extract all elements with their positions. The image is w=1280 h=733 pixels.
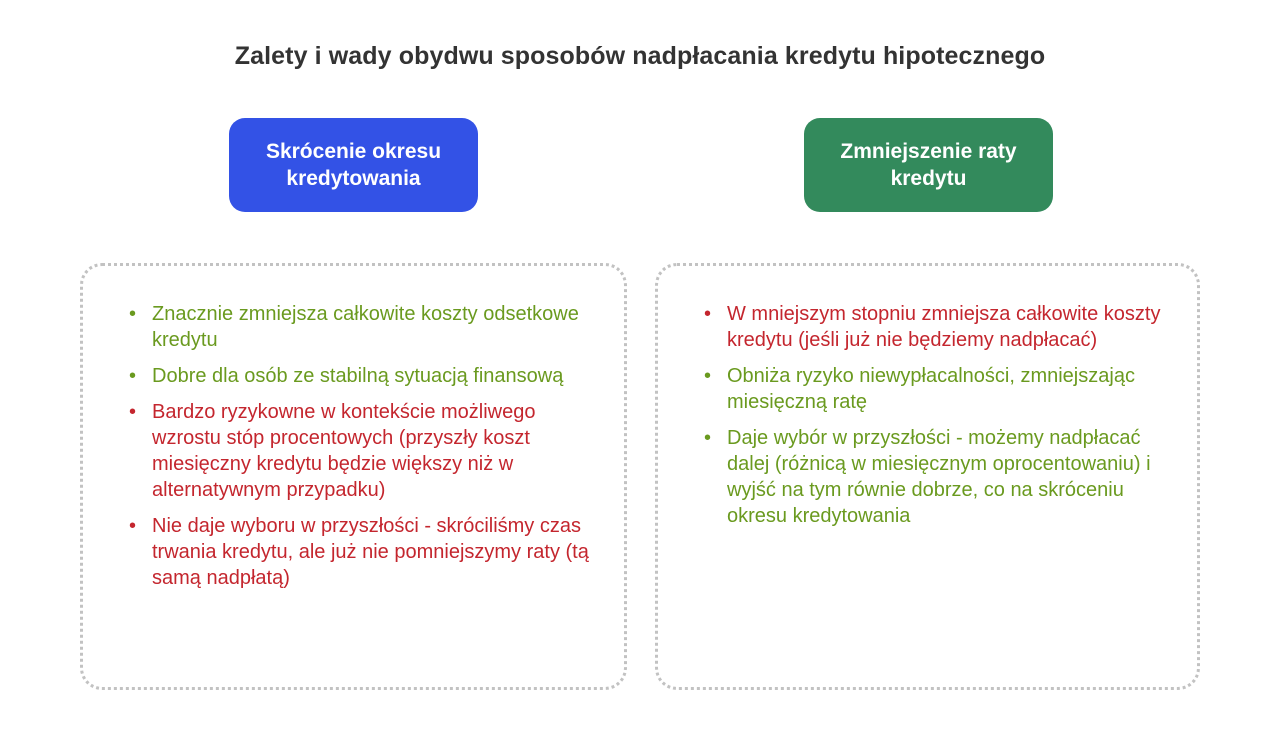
left-list-item: • Dobre dla osób ze stabilną sytuacją finansową — [129, 365, 564, 387]
left-pros-cons-card — [80, 263, 627, 690]
left-list-item: • Znacznie zmniejsza całkowite koszty odsetkowe kredytu — [129, 303, 579, 351]
left-pros-cons-list — [129, 301, 604, 601]
diagram-title: Zalety i wady obydwu sposobów nadpłacania kredytu hipotecznego — [234, 42, 1046, 70]
bullet-icon: • — [704, 365, 712, 387]
left-list-item: • Nie daje wyboru w przyszłości - skróciliśmy czas trwania kredytu, ale już nie pomniejszymy raty (tą samą nadpłatą) — [129, 515, 589, 589]
right-list-item: • Daje wybór w przyszłości - możemy nadpłacać dalej (różnicą w miesięcznym oprocentowaniu) i wyjść na tym równie dobrze, co na skróceniu okresu kredytowania — [704, 427, 1151, 527]
right-list-item: • Obniża ryzyko niewypłacalności, zmniejszając miesięczną ratę — [704, 365, 1135, 413]
bullet-icon: • — [704, 427, 712, 449]
left-list-item: • Bardzo ryzykowne w kontekście możliwego wzrostu stóp procentowych (przyszły koszt miesięczny kredytu będzie większy niż w alternatywnym przypadku) — [129, 401, 536, 501]
bullet-icon: • — [129, 401, 137, 423]
bullet-icon: • — [704, 303, 712, 325]
right-option-header — [804, 118, 1053, 212]
right-option-header-label: Zmniejszenie raty kredytu — [840, 140, 1017, 190]
left-option-header — [229, 118, 478, 212]
left-option-header-label: Skrócenie okresu kredytowania — [265, 140, 442, 190]
bullet-icon: • — [129, 515, 137, 537]
right-pros-cons-list — [704, 301, 1177, 539]
right-list-item: • W mniejszym stopniu zmniejsza całkowite koszty kredytu (jeśli już nie będziemy nadpłacać) — [704, 303, 1161, 351]
bullet-icon: • — [129, 303, 137, 325]
bullet-icon: • — [129, 365, 137, 387]
right-pros-cons-card — [655, 263, 1200, 690]
